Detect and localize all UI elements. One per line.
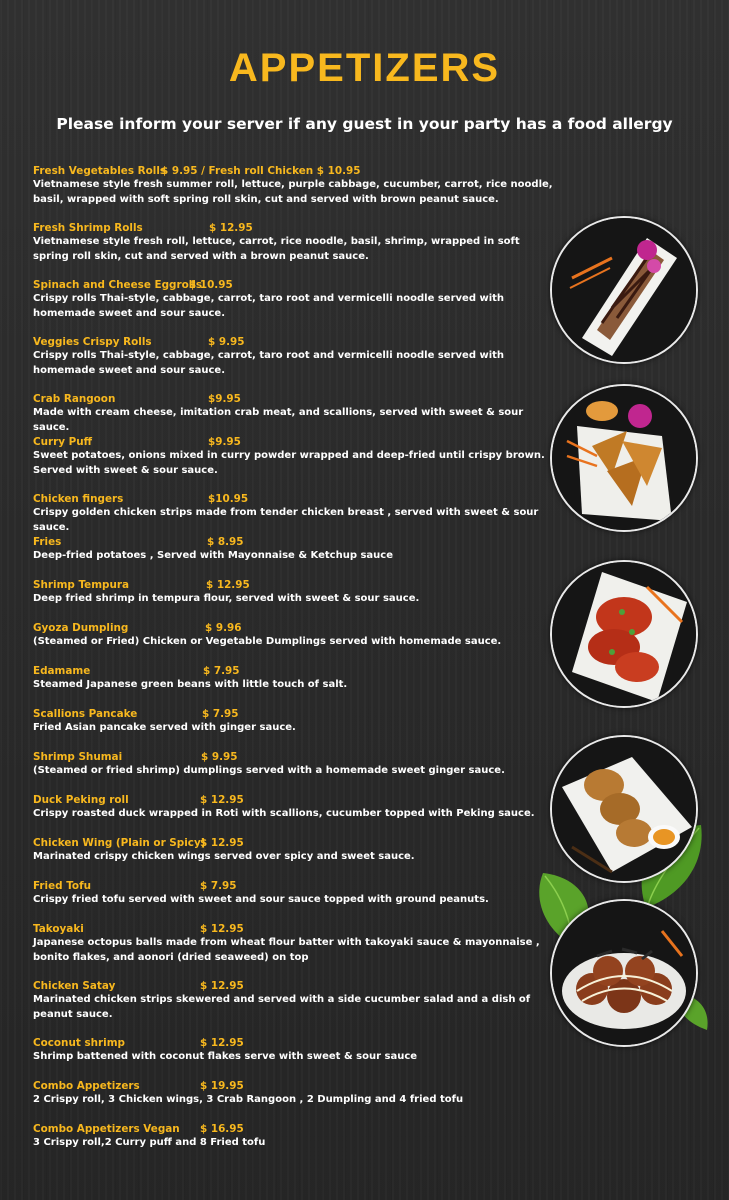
menu-item-price: $ 9.95 [201,751,238,763]
menu-item-price: $9.95 [208,393,241,405]
menu-item [33,278,553,321]
crab-rangoon-photo [550,384,698,532]
curry-puff-photo [550,735,698,883]
menu-item-description: (Steamed or Fried) Chicken or Vegetable Dumplings served with homemade sauce. [33,636,502,647]
menu-item-header [33,535,553,549]
menu-item-header [33,164,553,178]
menu-item-name: Combo Appetizers [33,1080,140,1092]
menu-item-header [33,392,553,406]
menu-item-description: 2 Crispy roll, 3 Chicken wings, 3 Crab Rangoon , 2 Dumpling and 4 fried tofu [33,1094,464,1105]
menu-item-price: $ 8.95 [207,536,244,548]
menu-item [33,492,553,535]
menu-item-price: $ 12.95 [209,222,253,234]
menu-item-price: $ 10.95 [189,279,233,291]
menu-item-name: Chicken Satay [33,980,116,992]
menu-item [33,1079,553,1108]
menu-item-description: Deep-fried potatoes , Served with Mayonnaise & Ketchup sauce [33,550,393,561]
menu-item-price: $ 12.95 [200,794,244,806]
menu-item-header [33,879,553,893]
menu-item-header [33,922,553,936]
menu-item-description: 3 Crispy roll,2 Curry puff and 8 Fried tofu [33,1137,266,1148]
spring-rolls-photo [550,216,698,364]
menu-item-price: $ 16.95 [200,1123,244,1135]
menu-item-header [33,335,553,349]
menu-item [33,879,553,908]
menu-item-description: Made with cream cheese, imitation crab meat, and scallions, served with sweet & sour sauce. [33,407,524,433]
menu-item [33,793,553,822]
allergy-notice: Please inform your server if any guest in your party has a food allergy [56,115,673,133]
menu-item-description: Crispy rolls Thai-style, cabbage, carrot, taro root and vermicelli noodle served with homemade sweet and sour sauce. [33,350,505,376]
menu-item-price: $ 12.95 [206,579,250,591]
menu-item-name: Shrimp Shumai [33,751,123,763]
menu-item-description: Vietnamese style fresh roll, lettuce, carrot, rice noodle, basil, shrimp, wrapped in soft spring roll skin, cut and served with a brown peanut sauce. [33,236,520,262]
menu-item-price: $ 7.95 [200,880,237,892]
menu-item-description: Shrimp battened with coconut flakes serve with sweet & sour sauce [33,1051,418,1062]
menu-item-header [33,1036,553,1050]
menu-item [33,164,553,207]
menu-item-name: Fresh Shrimp Rolls [33,222,143,234]
menu-item-name: Duck Peking roll [33,794,129,806]
menu-item-name: Gyoza Dumpling [33,622,129,634]
menu-item [33,535,553,564]
menu-item-price: $ 12.95 [200,923,244,935]
menu-item [33,707,553,736]
menu-item [33,750,553,779]
menu-item-description: (Steamed or fried shrimp) dumplings served with a homemade sweet ginger sauce. [33,765,505,776]
menu-item-name: Fried Tofu [33,880,91,892]
menu-item-price: $10.95 [208,493,249,505]
menu-item-header [33,578,553,592]
menu-item-header [33,435,553,449]
menu-item-name: Curry Puff [33,436,93,448]
menu-item [33,392,553,435]
menu-item-header [33,278,553,292]
menu-item-header [33,793,553,807]
menu-item-name: Crab Rangoon [33,393,116,405]
takoyaki-photo [550,899,698,1047]
menu-item-name: Chicken fingers [33,493,124,505]
chicken-wings-photo [550,560,698,708]
menu-item-name: Fresh Vegetables Rolls [33,165,167,177]
page-title: APPETIZERS [228,46,501,90]
menu-item [33,335,553,378]
menu-item-price: $ 12.95 [200,980,244,992]
menu-item [33,221,553,264]
menu-item [33,836,553,865]
menu-item-name: Scallions Pancake [33,708,138,720]
menu-item-price: $ 19.95 [200,1080,244,1092]
menu-item-name: Edamame [33,665,91,677]
menu-item-header [33,621,553,635]
menu-item-description: Deep fried shrimp in tempura flour, served with sweet & sour sauce. [33,593,420,604]
menu-item-price: $ 9.96 [205,622,242,634]
menu-item-name: Coconut shrimp [33,1037,125,1049]
menu-item-description: Sweet potatoes, onions mixed in curry powder wrapped and deep-fried until crispy brown. Served with sweet & sour sauce. [33,450,545,476]
menu-item-description: Crispy rolls Thai-style, cabbage, carrot, taro root and vermicelli noodle served with homemade sweet and sour sauce. [33,293,505,319]
menu-item [33,922,553,965]
menu-item-header [33,492,553,506]
menu-item-price: $9.95 [208,436,241,448]
menu-item-description: Vietnamese style fresh summer roll, lettuce, purple cabbage, cucumber, carrot, rice noodle, basil, wrapped with soft spring roll skin, cut and served with brown peanut sauce. [33,179,553,205]
menu-item [33,435,553,478]
menu-item-description: Marinated crispy chicken wings served over spicy and sweet sauce. [33,851,415,862]
menu-item-price: $ 12.95 [200,1037,244,1049]
menu-item-price: $ 9.95 [208,336,245,348]
menu-item-description: Fried Asian pancake served with ginger sauce. [33,722,296,733]
menu-item [33,1122,553,1151]
menu-item [33,979,553,1022]
menu-item-description: Crispy fried tofu served with sweet and sour sauce topped with ground peanuts. [33,894,489,905]
menu-item-price: $ 9.95 / Fresh roll Chicken $ 10.95 [161,165,361,177]
menu-item-name: Fries [33,536,62,548]
menu-item [33,621,553,650]
menu-item-header [33,1122,553,1136]
menu-item-name: Shrimp Tempura [33,579,130,591]
menu-item-description: Japanese octopus balls made from wheat flour batter with takoyaki sauce & mayonnaise , bonito flakes, and aonori (dried seaweed) on top [33,937,540,963]
menu-item-description: Crispy roasted duck wrapped in Roti with scallions, cucumber topped with Peking sauce. [33,808,535,819]
menu-item-description: Crispy golden chicken strips made from tender chicken breast , served with sweet & sour sauce. [33,507,539,533]
menu-item-name: Spinach and Cheese Eggrolls [33,279,203,291]
menu-item-description: Marinated chicken strips skewered and served with a side cucumber salad and a dish of peanut sauce. [33,994,531,1020]
menu-item-header [33,750,553,764]
menu-item-name: Chicken Wing (Plain or Spicy) [33,837,206,849]
menu-item-header [33,707,553,721]
menu-item-name: Combo Appetizers Vegan [33,1123,180,1135]
menu-item [33,578,553,607]
menu-item-price: $ 7.95 [203,665,240,677]
menu-item-header [33,836,553,850]
menu-item [33,1036,553,1065]
menu-item-price: $ 7.95 [202,708,239,720]
menu-item-header [33,979,553,993]
menu-item-header [33,221,553,235]
menu-item-header [33,664,553,678]
menu-item [33,664,553,693]
menu-item-price: $ 12.95 [200,837,244,849]
menu-item-name: Takoyaki [33,923,84,935]
menu-item-description: Steamed Japanese green beans with little touch of salt. [33,679,348,690]
menu-item-header [33,1079,553,1093]
menu-item-name: Veggies Crispy Rolls [33,336,152,348]
